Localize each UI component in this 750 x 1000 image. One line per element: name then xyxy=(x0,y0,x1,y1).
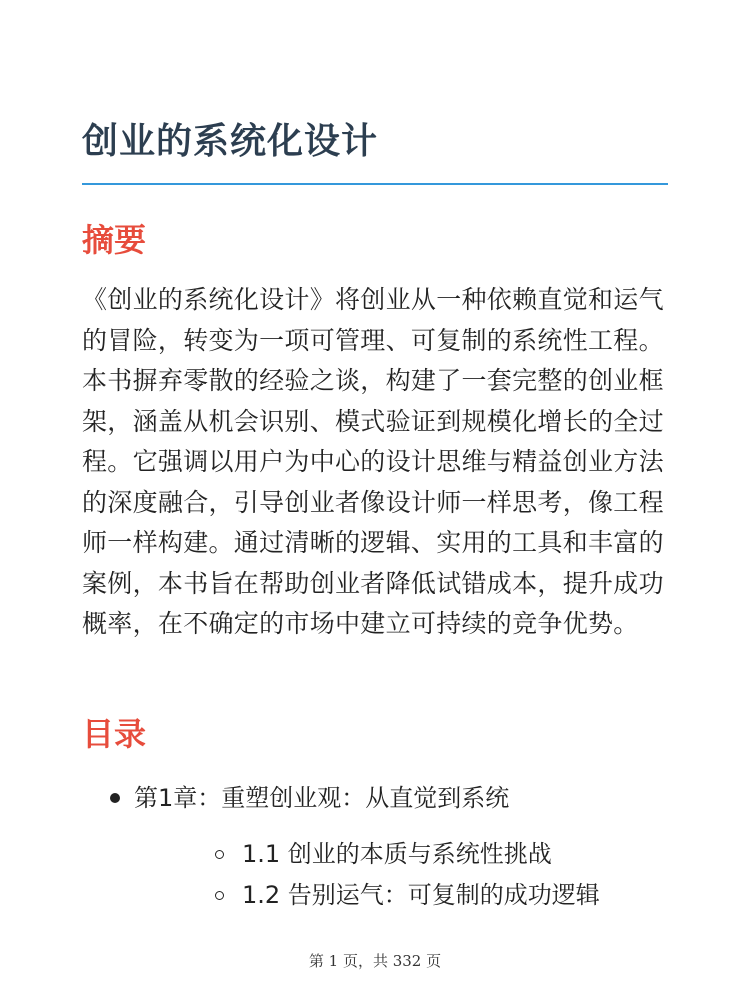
bullet-disc-icon xyxy=(110,793,120,803)
toc-heading: 目录 xyxy=(82,715,147,753)
toc-chapter-item xyxy=(82,776,682,916)
page-number-footer: 第 1 页，共 332 页 xyxy=(308,952,442,970)
toc-chapter-label: 第1章：重塑创业观：从直觉到系统 xyxy=(134,784,510,812)
summary-paragraph: 《创业的系统化设计》将创业从一种依赖直觉和运气的冒险，转变为一项可管理、可复制的系统性工程。本书摒弃零散的经验之谈，构建了一套完整的创业框架，涵盖从机会识别、模式验证到规模化增长的全过程。它强调以用户为中心的设计思维与精益创业方法的深度融合，引导创业者像设计师一样思考，像工程师一样构建。通过清晰的逻辑、实用的工具和丰富的案例，本书旨在帮助创业者降低试错成本，提升成功概率，在不确定的市场中建立可持续的竞争优势。 xyxy=(82,285,664,638)
title-divider xyxy=(82,183,668,185)
toc-section-item xyxy=(134,834,682,875)
toc-list xyxy=(82,776,682,916)
toc-section-item xyxy=(134,875,682,916)
toc-section-label: 1.2 告别运气：可复制的成功逻辑 xyxy=(242,881,600,909)
summary-heading: 摘要 xyxy=(82,221,147,259)
toc-section-label: 1.1 创业的本质与系统性挑战 xyxy=(242,840,552,868)
page-title: 创业的系统化设计 xyxy=(82,121,379,162)
toc-section-list xyxy=(134,834,682,916)
bullet-circle-icon xyxy=(215,891,224,900)
bullet-circle-icon xyxy=(215,850,224,859)
